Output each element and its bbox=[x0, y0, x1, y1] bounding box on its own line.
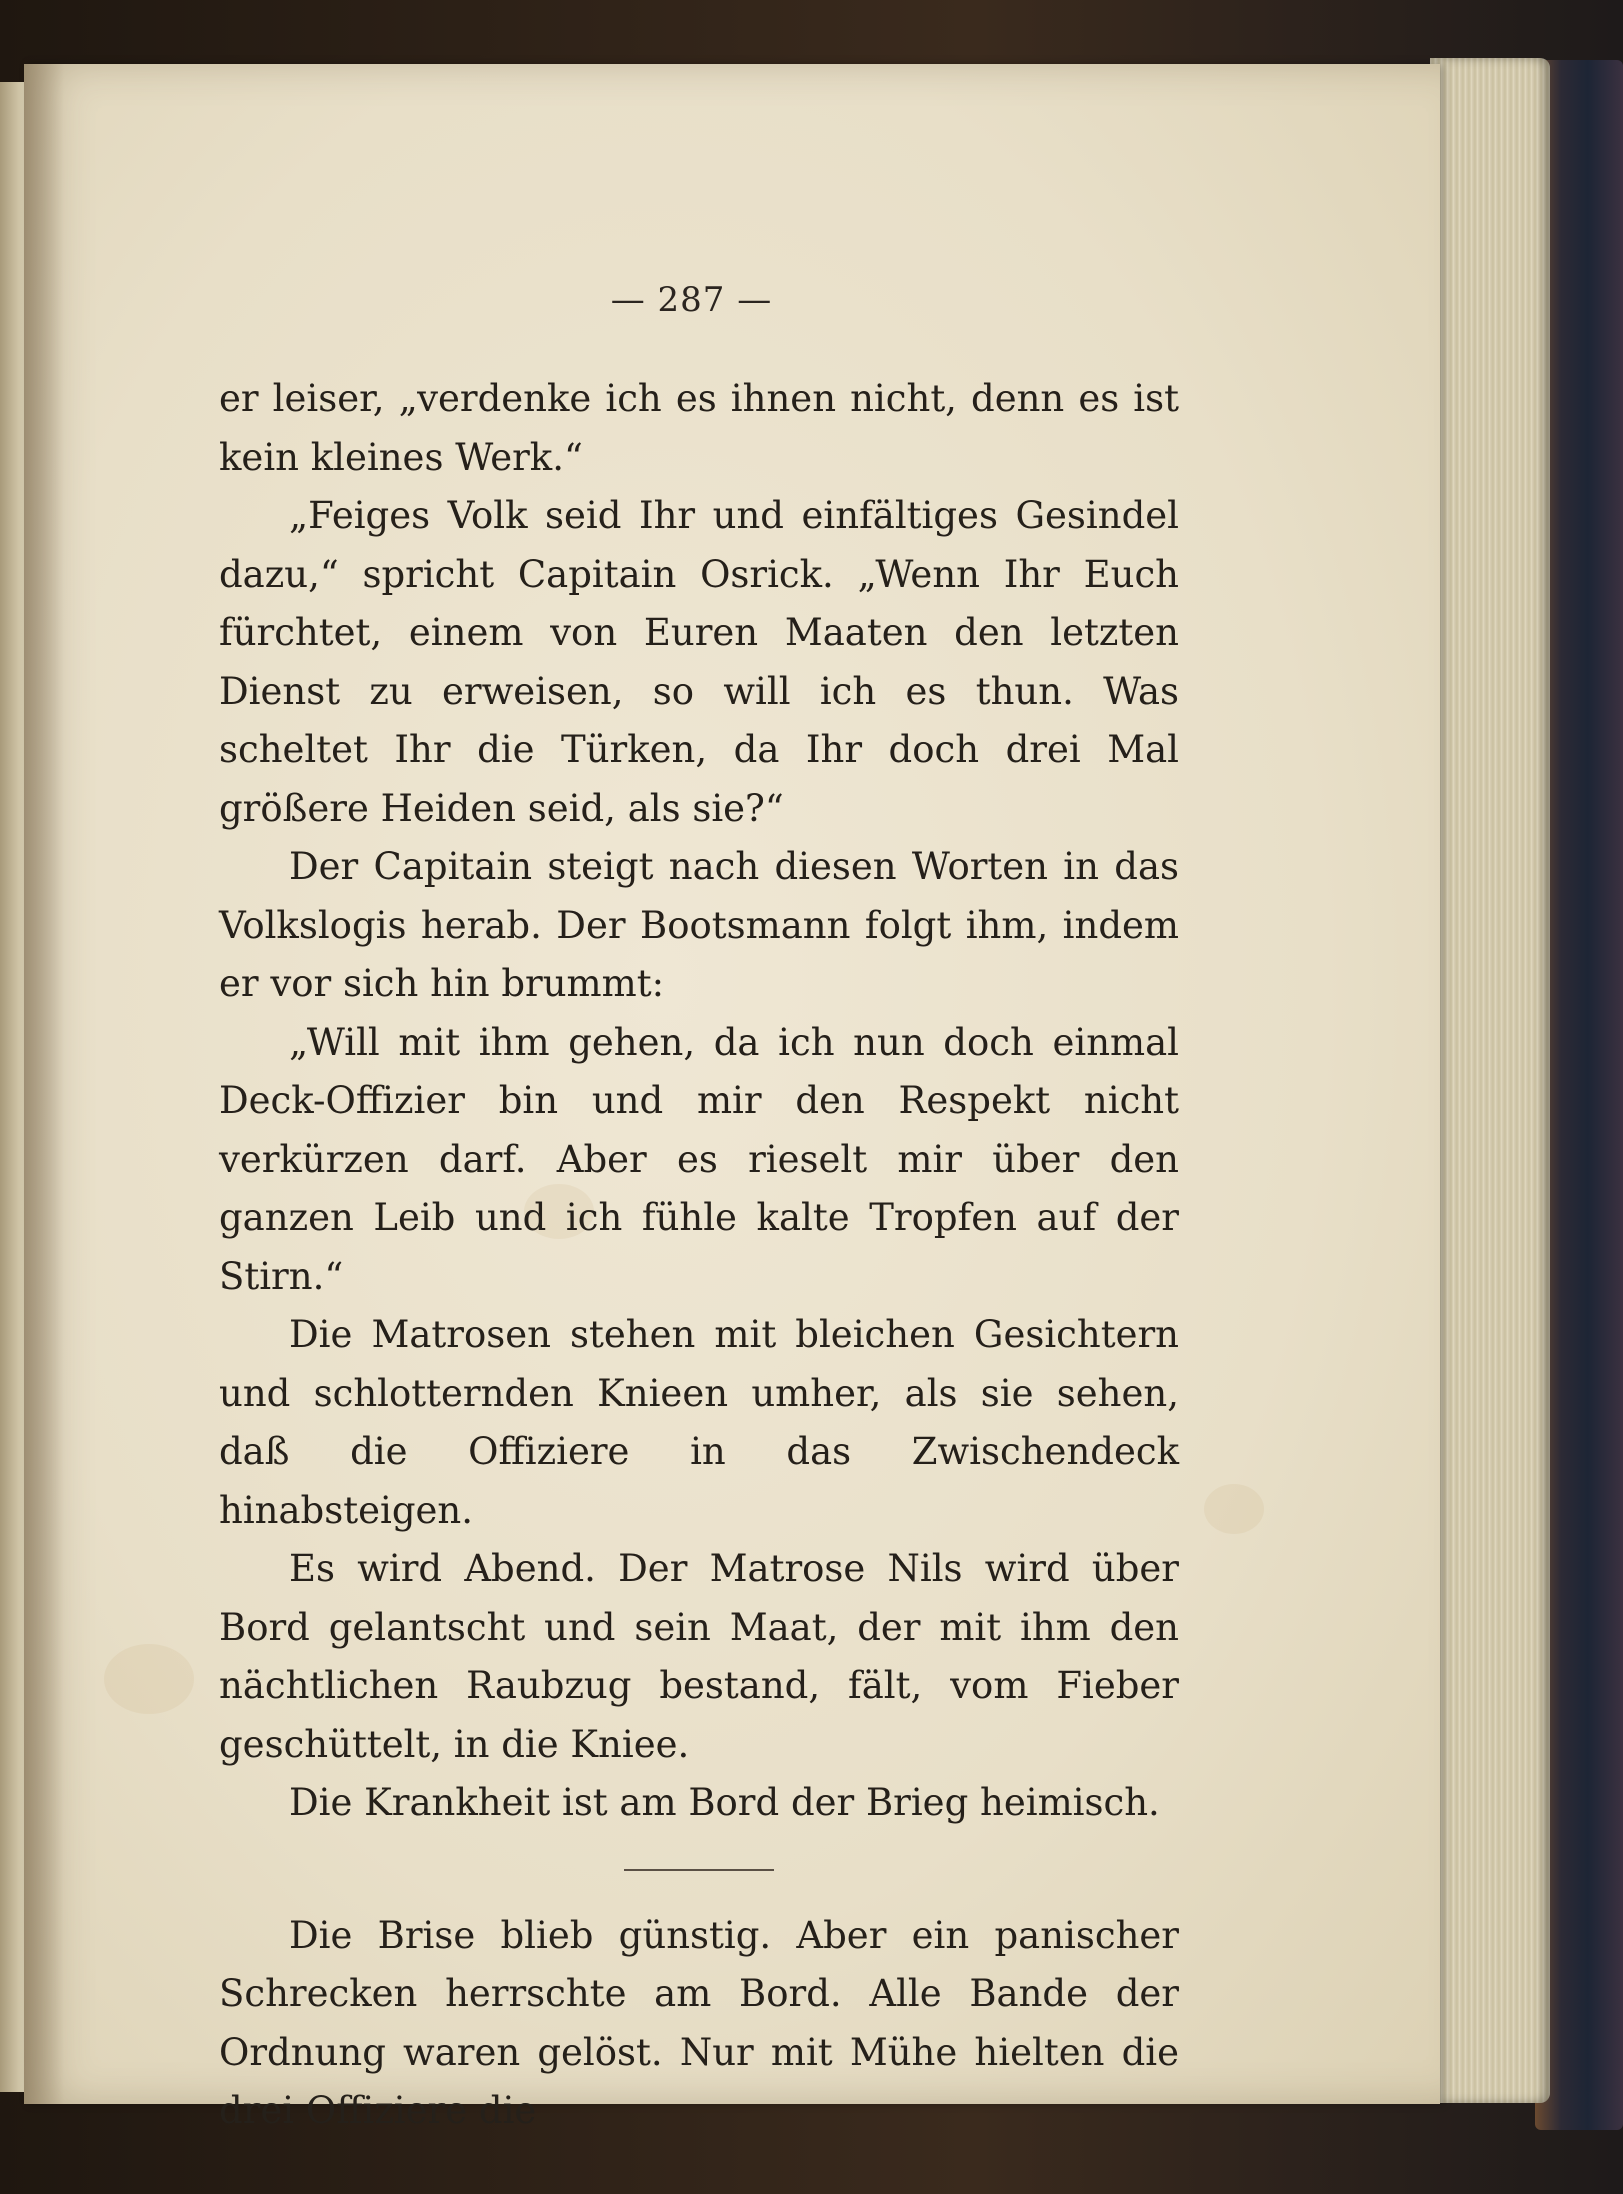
paragraph: Die Brise blieb günstig. Aber ein panischer Schrecken herrschte am Bord. Alle Bande der Ordnung waren gelöst. Nur mit Mühe hielten die drei Offiziere die bbox=[219, 1913, 1179, 2132]
paragraph: Der Capitain steigt nach diesen Worten in das Volkslogis herab. Der Bootsmann folgt ihm, indem er vor sich hin brummt: bbox=[219, 845, 1179, 1005]
paper-stain bbox=[1204, 1484, 1264, 1534]
paper-stain bbox=[104, 1644, 194, 1714]
paragraph: Die Krankheit ist am Bord der Brieg heimisch. bbox=[289, 1781, 1160, 1824]
paragraph: er leiser, „verdenke ich es ihnen nicht, denn es ist kein kleines Werk.“ bbox=[219, 377, 1179, 479]
page-stack-edge bbox=[1430, 58, 1550, 2103]
book-page bbox=[24, 64, 1440, 2132]
paragraph: Die Matrosen stehen mit bleichen Gesichtern und schlotternden Knieen umher, als sie sehen, daß die Offiziere in das Zwischendeck hinabsteigen. bbox=[219, 1313, 1179, 1532]
paragraph: „Will mit ihm gehen, da ich nun doch einmal Deck-Offizier bin und mir den Respekt nicht verkürzen darf. Aber es rieselt mir über den ganzen Leib und ich fühle kalte Tropfen auf der Stirn.“ bbox=[219, 1020, 1179, 1298]
gutter-shadow bbox=[24, 64, 64, 2104]
body-text bbox=[219, 370, 1179, 2141]
facing-page-edge bbox=[0, 82, 24, 2092]
paragraph: Es wird Abend. Der Matrose Nils wird über Bord gelantscht und sein Maat, der mit ihm den nächtlichen Raubzug bestand, fält, vom Fieber geschüttelt, in die Kniee. bbox=[219, 1547, 1179, 1766]
section-divider bbox=[624, 1869, 774, 1871]
paragraph: „Feiges Volk seid Ihr und einfältiges Gesindel dazu,“ spricht Capitain Osrick. „Wenn Ihr Euch fürchtet, einem von Euren Maaten den letzten Dienst zu erweisen, so will ich es thun. Was scheltet Ihr die Türken, da Ihr doch drei Mal größere Heiden seid, als sie?“ bbox=[219, 494, 1179, 830]
page-number: — 287 — bbox=[610, 280, 773, 320]
